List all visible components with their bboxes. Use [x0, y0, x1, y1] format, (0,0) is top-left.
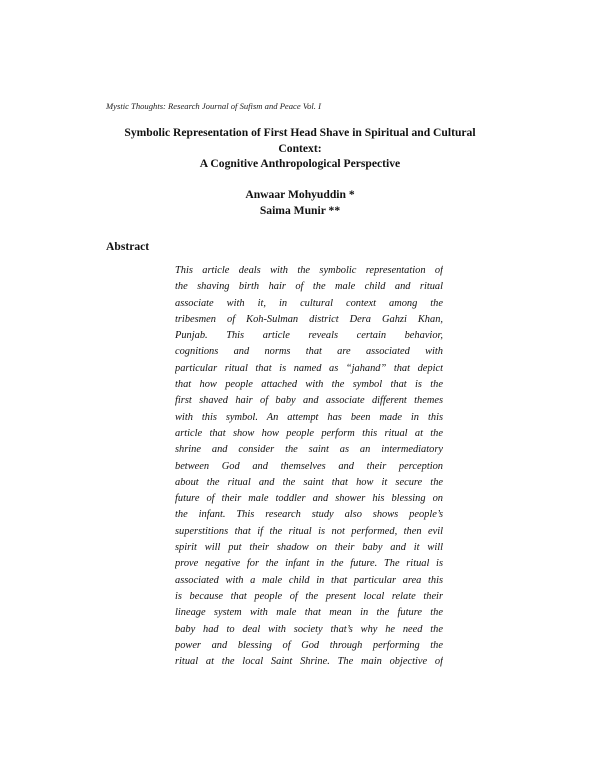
abstract-heading: Abstract: [106, 240, 150, 253]
title-line-3: A Cognitive Anthropological Perspective: [199, 157, 401, 170]
author-list: [60, 187, 540, 219]
title-line-2: Context:: [278, 141, 322, 155]
author-name: Saima Munir **: [259, 204, 341, 217]
abstract-line: tribesmen of Koh-Sulman district Dera Gahzi Khan,: [175, 313, 443, 325]
abstract-line: This article deals with the symbolic representation of: [175, 265, 443, 276]
abstract-line: ritual at the local Saint Shrine. The main objective of: [175, 656, 443, 668]
abstract-line: the shaving birth hair of the male child and ritual: [175, 281, 443, 293]
abstract-line: associate with it, in cultural context among the: [175, 297, 443, 309]
article-title: [60, 125, 540, 172]
abstract-line: particular ritual that is named as “jahand” that depict: [175, 362, 443, 374]
abstract-line: the infant. This research study also shows people’s: [175, 509, 443, 521]
abstract-line: Punjab. This article reveals certain behavior,: [175, 330, 443, 342]
abstract-line: that how people attached with the symbol that is the: [175, 379, 443, 391]
abstract-body: [175, 263, 443, 670]
title-line-1: Symbolic Representation of First Head Shave in Spiritual and Cultural: [124, 126, 476, 139]
abstract-line: associated with a male child in that particular area this: [175, 574, 443, 586]
abstract-line: power and blessing of God through performing the: [175, 639, 443, 651]
abstract-line: is because that people of the present local relate their: [175, 590, 443, 602]
abstract-line: superstitions that if the ritual is not performed, then evil: [175, 525, 443, 537]
abstract-line: between God and themselves and their perception: [175, 460, 443, 472]
abstract-line: spirit will put their shadow on their baby and it will: [175, 542, 443, 554]
abstract-line: about the ritual and the saint that how it secure the: [175, 476, 443, 488]
abstract-line: lineage system with male that mean in the future the: [175, 607, 443, 619]
abstract-line: first shaved hair of baby and associate different themes: [175, 395, 443, 407]
author-name: Anwaar Mohyuddin *: [245, 188, 355, 201]
abstract-line: cognitions and norms that are associated with: [175, 346, 443, 358]
abstract-line: baby had to deal with society that’s why he need the: [175, 623, 443, 635]
abstract-line: with this symbol. An attempt has been made in this: [175, 411, 443, 423]
abstract-line: future of their male toddler and shower his blessing on: [175, 493, 443, 505]
abstract-line: prove negative for the infant in the future. The ritual is: [175, 558, 443, 570]
journal-running-header: Mystic Thoughts: Research Journal of Sufism and Peace Vol. I: [106, 101, 321, 111]
abstract-line: article that show how people perform this ritual at the: [175, 427, 443, 439]
abstract-line: shrine and consider the saint as an intermediatory: [175, 444, 443, 456]
